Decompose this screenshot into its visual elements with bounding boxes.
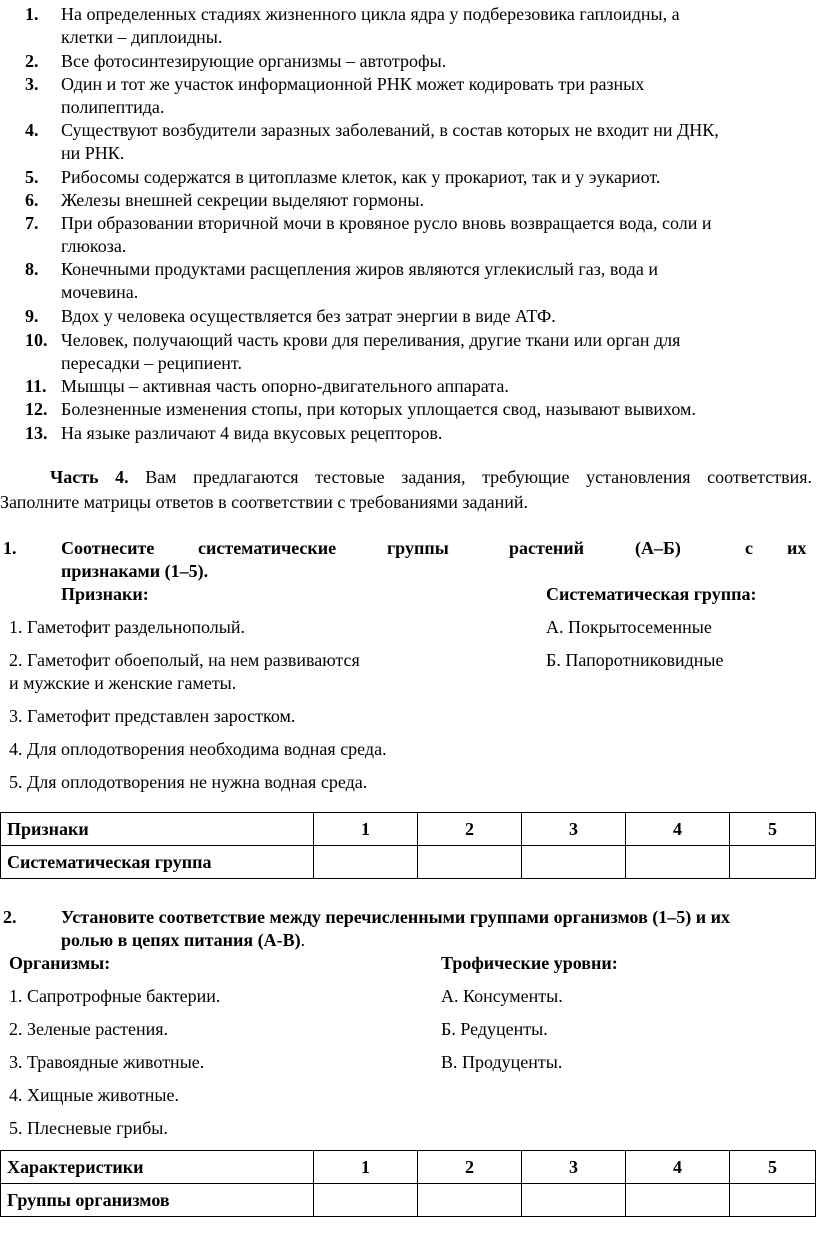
statement-number: 11. xyxy=(25,376,47,396)
statement-text: клетки – диплоидны. xyxy=(61,27,223,47)
task2-item-3: 3. Травоядные животные. xyxy=(9,1052,205,1072)
statement-text: мочевина. xyxy=(61,282,139,302)
table-row xyxy=(1,846,816,879)
task2-level-a: А. Консументы. xyxy=(441,986,563,1006)
statement-number: 6. xyxy=(25,190,39,210)
task1-group-b: Б. Папоротниковидные xyxy=(546,650,724,670)
answer-cell[interactable] xyxy=(626,1184,730,1217)
answer-cell[interactable] xyxy=(314,846,418,879)
statement-number: 4. xyxy=(25,120,39,140)
matrix-row-header: Характеристики xyxy=(1,1151,314,1184)
statement-number: 13. xyxy=(25,423,48,443)
task1-item-2: 2. Гаметофит обоеполый, на нем развиваются xyxy=(9,650,360,670)
matrix-col-header: 5 xyxy=(730,1151,816,1184)
statement-number: 9. xyxy=(25,306,39,326)
task1-heading-word: систематические xyxy=(198,538,337,558)
answer-cell[interactable] xyxy=(522,1184,626,1217)
matrix-row-header: Систематическая группа xyxy=(1,846,314,879)
statement-number: 8. xyxy=(25,259,39,279)
task1-heading-line2: признаками (1–5). xyxy=(61,561,209,581)
task1-answer-matrix xyxy=(0,812,816,879)
answer-cell[interactable] xyxy=(730,1184,816,1217)
task2-heading-line2: ролью в цепях питания (А-В) xyxy=(61,930,301,950)
task1-left-header: Признаки: xyxy=(61,584,149,604)
answer-cell[interactable] xyxy=(522,846,626,879)
statement-number: 3. xyxy=(25,74,39,94)
task1-heading-word: группы xyxy=(387,538,449,558)
statement-text: Существуют возбудители заразных заболеваний, в состав которых не входит ни ДНК, xyxy=(61,120,719,140)
table-row xyxy=(1,1151,816,1184)
statement-text: Болезненные изменения стопы, при которых уплощается свод, называют вывихом. xyxy=(61,399,696,419)
task1-heading-word: их xyxy=(787,538,807,558)
task2-item-1: 1. Сапротрофные бактерии. xyxy=(9,986,221,1006)
statement-text: ни РНК. xyxy=(61,143,125,163)
statement-number: 12. xyxy=(25,399,48,419)
task2-item-4: 4. Хищные животные. xyxy=(9,1085,179,1105)
matrix-col-header: 2 xyxy=(418,1151,522,1184)
statement-text: При образовании вторичной мочи в кровяное русло вновь возвращается вода, соли и xyxy=(61,213,712,233)
task1-group-a: А. Покрытосеменные xyxy=(546,617,712,637)
task2-number: 2. xyxy=(3,907,17,927)
statement-text: На определенных стадиях жизненного цикла ядра у подберезовика гаплоидны, а xyxy=(61,4,680,24)
task1-heading-word: (А–Б) xyxy=(635,538,681,558)
statement-text: глюкоза. xyxy=(61,236,127,256)
statement-text: Вдох у человека осуществляется без затрат энергии в виде АТФ. xyxy=(61,306,556,326)
matrix-col-header: 1 xyxy=(314,1151,418,1184)
part4-intro-text: Вам предлагаются тестовые задания, требующие установления соответствия. xyxy=(145,467,812,487)
part4-label: Часть 4. xyxy=(50,467,129,487)
matrix-col-header: 3 xyxy=(522,1151,626,1184)
answer-cell[interactable] xyxy=(730,846,816,879)
task1-heading-word: Соотнесите xyxy=(61,538,155,558)
task1-number: 1. xyxy=(3,538,17,558)
task1-item-4: 4. Для оплодотворения необходима водная среда. xyxy=(9,739,387,759)
matrix-col-header: 3 xyxy=(522,813,626,846)
task1-item-1: 1. Гаметофит раздельнополый. xyxy=(9,617,245,637)
task2-heading-line1: Установите соответствие между перечисленными группами организмов (1–5) и их xyxy=(61,907,731,927)
matrix-row-header: Группы организмов xyxy=(1,1184,314,1217)
task1-right-header: Систематическая группа: xyxy=(546,584,757,604)
task1-heading-word: с xyxy=(745,538,753,558)
task2-item-2: 2. Зеленые растения. xyxy=(9,1019,169,1039)
table-row xyxy=(1,1184,816,1217)
statement-text: Рибосомы содержатся в цитоплазме клеток, как у прокариот, так и у эукариот. xyxy=(61,167,661,187)
task2-item-5: 5. Плесневые грибы. xyxy=(9,1118,168,1138)
task2-left-header: Организмы: xyxy=(9,953,111,973)
matrix-col-header: 4 xyxy=(626,813,730,846)
task2-level-b: Б. Редуценты. xyxy=(441,1019,548,1039)
task2-level-c: В. Продуценты. xyxy=(441,1052,563,1072)
statement-text: Мышцы – активная часть опорно-двигательного аппарата. xyxy=(61,376,509,396)
answer-cell[interactable] xyxy=(314,1184,418,1217)
matrix-col-header: 4 xyxy=(626,1151,730,1184)
statement-text: полипептида. xyxy=(61,97,165,117)
task2-right-header: Трофические уровни: xyxy=(441,953,618,973)
statement-number: 2. xyxy=(25,51,39,71)
task2-heading-dot: . xyxy=(300,930,306,950)
statement-number: 10. xyxy=(25,330,48,350)
task1-item-5: 5. Для оплодотворения не нужна водная среда. xyxy=(9,772,368,792)
matrix-row-header: Признаки xyxy=(1,813,314,846)
part4-intro xyxy=(0,465,812,515)
matrix-col-header: 1 xyxy=(314,813,418,846)
answer-cell[interactable] xyxy=(626,846,730,879)
statement-text: Один и тот же участок информационной РНК может кодировать три разных xyxy=(61,74,645,94)
matrix-col-header: 2 xyxy=(418,813,522,846)
statement-number: 1. xyxy=(25,4,39,24)
task2-answer-matrix xyxy=(0,1150,816,1217)
statement-text: Все фотосинтезирующие организмы – автотрофы. xyxy=(61,51,447,71)
task1-heading-word: растений xyxy=(509,538,584,558)
matrix-col-header: 5 xyxy=(730,813,816,846)
task1-item-3: 3. Гаметофит представлен заростком. xyxy=(9,706,296,726)
statement-number: 7. xyxy=(25,213,39,233)
table-row xyxy=(1,813,816,846)
statement-text: На языке различают 4 вида вкусовых рецепторов. xyxy=(61,423,443,443)
statement-text: Железы внешней секреции выделяют гормоны. xyxy=(61,190,425,210)
statement-text: Человек, получающий часть крови для переливания, другие ткани или орган для xyxy=(61,330,681,350)
statement-text: пересадки – реципиент. xyxy=(61,353,242,373)
answer-cell[interactable] xyxy=(418,846,522,879)
part4-intro-line2: Заполните матрицы ответов в соответствии с требованиями заданий. xyxy=(0,492,529,512)
task1-item-2-cont: и мужские и женские гаметы. xyxy=(9,673,237,693)
statement-number: 5. xyxy=(25,167,39,187)
statement-text: Конечными продуктами расщепления жиров являются углекислый газ, вода и xyxy=(61,259,659,279)
answer-cell[interactable] xyxy=(418,1184,522,1217)
